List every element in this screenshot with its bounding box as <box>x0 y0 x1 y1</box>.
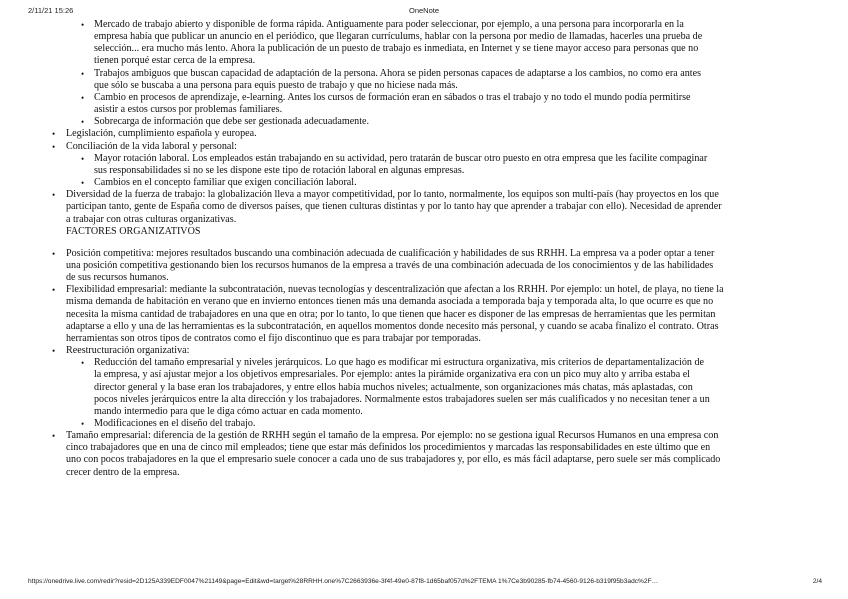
list-item: • Reducción del tamaño empresarial y niveles jerárquicos. Lo que hago es modificar mi estructura organizativa, mis criterios de departamentalización de la empresa, y así ajustar mejor a los objetivos empresariales. Por ejemplo: antes la pirámide organizativa era con un pico muy alto y arriba estaba el director general y la base eran los trabajadores, y entre ellos había muchos niveles; actualmente, son organizaciones más chatas, más aplastadas, con pocos niveles jerárquicos entre la alta dirección y los trabajadores. Normalmente estos trabajadores suelen ser más cualificados y no necesitan tener a un mando intermedio para que le diga cómo actuar en cada momento. <box>0 357 712 418</box>
list-item: • Reestructuración organizativa: <box>0 345 724 357</box>
list-item: • Sobrecarga de información que debe ser gestionada adecuadamente. <box>0 116 712 128</box>
list-item: • Flexibilidad empresarial: mediante la subcontratación, nuevas tecnologías y descentralización que afectan a los RRHH. Por ejemplo: un hotel, de playa, no tiene la misma demanda de habitación en verano que en invierno entonces tienen más una demanda asociada a temporada baja y temporada alta, lo que ocurre es que no necesita la misma cantidad de trabajadores en una que en otra; por lo tanto, lo que tienen que hacer es disponer de las empresas de herramientas que les permitan adaptarse a ello y una de las herramientas es la subcontratación, en aquellos momentos donde necesito más personal, y cuando se acaba finalizo el contrato. Otras herramientas son otros tipos de contratos como el fijo discontinuo que es para trabajar por temporadas. <box>0 284 724 345</box>
bullet-list <box>0 248 848 479</box>
print-app-title: OneNote <box>408 6 440 15</box>
list-item: • Mercado de trabajo abierto y disponible de forma rápida. Antiguamente para poder seleccionar, por ejemplo, a una persona para incorporarla en la empresa había que publicar un anuncio en el periódico, que llegaran currículums, hablar con la persona por medio de llamadas, hacerles una prueba de selección... era mucho más lento. Ahora la publicación de un puesto de trabajo es inmediata, en Internet y se tiene mayor acceso para personas que no tienen porqué estar cerca de la empresa. <box>0 19 712 68</box>
section-heading: FACTORES ORGANIZATIVOS <box>66 225 201 237</box>
page-content <box>0 19 848 479</box>
list-item: • Cambios en el concepto familiar que exigen conciliación laboral. <box>0 177 712 189</box>
list-item: • Legislación, cumplimiento española y europea. <box>0 128 724 140</box>
list-item: • Conciliación de la vida laboral y personal: <box>0 141 724 153</box>
bullet-list <box>0 19 848 226</box>
list-item: • Diversidad de la fuerza de trabajo: la globalización lleva a mayor competitividad, por lo tanto, normalmente, los equipos son multi-país (hay proyectos en los que participan tanto, gente de España como de diversos países, que tienen culturas distintas y por lo tanto hay que aprender a trabajar con ello). Necesidad de aprender a trabajar con otras culturas organizativas. <box>0 189 724 225</box>
page-number: 2/4 <box>812 578 822 585</box>
list-item: • Trabajos ambiguos que buscan capacidad de adaptación de la persona. Ahora se piden personas capaces de adaptarse a los cambios, no como era antes que sólo se buscaba a una persona para equis puesto de trabajo y que no hiciese nada más. <box>0 68 712 92</box>
list-item: • Mayor rotación laboral. Los empleados están trabajando en su actividad, pero tratarán de buscar otro puesto en otra empresa que les facilite compaginar sus responsabilidades si no se les dispone este tipo de rotación laboral en algunas empresas. <box>0 153 712 177</box>
list-item: • Posición competitiva: mejores resultados buscando una combinación adecuada de cualificación y habilidades de sus RRHH. La empresa va a poder optar a tener una posición competitiva gestionando bien los recursos humanos de la empresa a través de una combinación adecuada de los conocimientos y de las habilidades de sus recursos humanos. <box>0 248 724 284</box>
print-datetime: 2/11/21 15:26 <box>28 6 74 15</box>
print-url: https://onedrive.live.com/redir?resid=2D125A339EDF0047%21149&page=Edit&wd=target%28RRHH.one%7C2663936e-3f4f-49e0-87f8-1d65baf057d%2FTEMA 1%7Ce3b90285-fb74-4560-9126-b319f95b3adc%2F… <box>28 578 659 585</box>
list-item: • Cambio en procesos de aprendizaje, e-learning. Antes los cursos de formación eran en sábados o tras el trabajo y no todo el mundo podía permitirse asistir a estos cursos por problemas familiares. <box>0 92 712 116</box>
spacer <box>0 238 848 248</box>
list-item: • Modificaciones en el diseño del trabajo. <box>0 418 712 430</box>
list-item: • Tamaño empresarial: diferencia de la gestión de RRHH según el tamaño de la empresa. Por ejemplo: no se gestiona igual Recursos Humanos en una empresa con cinco trabajadores que en una de cinco mil empleados; tiene que estar más definidos los procedimientos y marcadas las responsabilidades en este último que en uno con pocos trabajadores en la que el empresario suele conocer a cada uno de sus trabajadores y, por ello, es más fácil adaptarse, pero suele ser más complicado crecer dentro de la empresa. <box>0 430 724 479</box>
